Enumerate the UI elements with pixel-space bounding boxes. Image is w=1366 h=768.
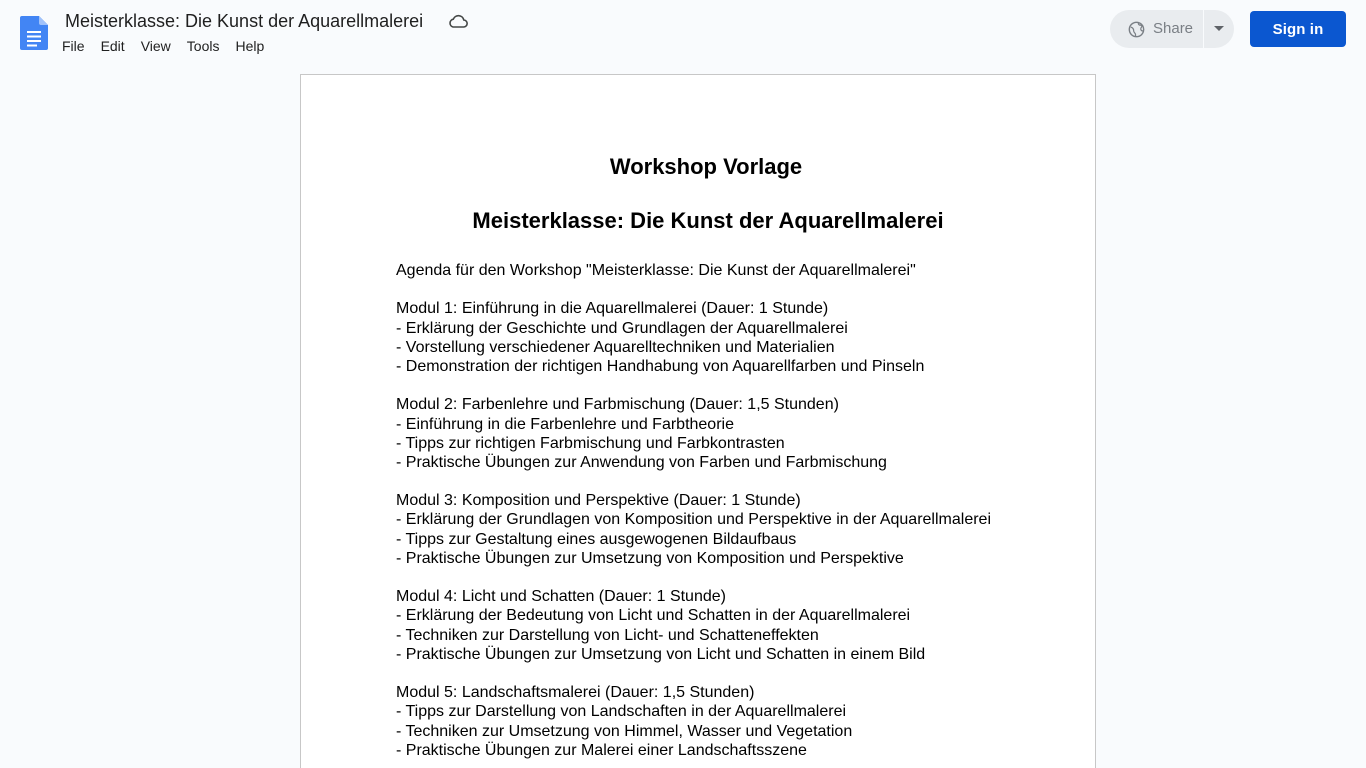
document-subheading: Meisterklasse: Die Kunst der Aquarellmalerei <box>472 208 944 233</box>
module-title: Modul 4: Licht und Schatten (Dauer: 1 Stunde) <box>396 588 726 606</box>
module-title: Modul 1: Einführung in die Aquarellmalerei (Dauer: 1 Stunde) <box>396 300 829 318</box>
module-item: - Demonstration der richtigen Handhabung von Aquarellfarben und Pinseln <box>396 357 925 375</box>
google-docs-icon[interactable] <box>20 16 48 50</box>
menu-help[interactable]: Help <box>235 38 265 54</box>
menu-file[interactable]: File <box>62 38 85 54</box>
module-item: - Erklärung der Grundlagen von Komposition und Perspektive in der Aquarellmalerei <box>396 511 991 529</box>
module-item: - Tipps zur Darstellung von Landschaften in der Aquarellmalerei <box>396 703 847 721</box>
module-item: - Tipps zur richtigen Farbmischung und Farbkontrasten <box>396 434 785 452</box>
module-item: - Praktische Übungen zur Umsetzung von Licht und Schatten in einem Bild <box>396 645 926 663</box>
module-item: - Vorstellung verschiedener Aquarelltechniken und Materialien <box>396 338 835 356</box>
document-heading: Workshop Vorlage <box>609 154 803 179</box>
document-title[interactable]: Meisterklasse: Die Kunst der Aquarellmalerei <box>65 11 424 31</box>
module-item: - Techniken zur Darstellung von Licht- und Schatteneffekten <box>396 626 819 644</box>
module-item: - Techniken zur Umsetzung von Himmel, Wasser und Vegetation <box>396 722 853 740</box>
share-button[interactable] <box>1110 10 1204 48</box>
share-dropdown-button[interactable] <box>1204 10 1234 48</box>
document-body <box>396 261 1056 760</box>
module-title: Modul 2: Farbenlehre und Farbmischung (Dauer: 1,5 Stunden) <box>396 396 839 414</box>
caret-down-icon <box>1214 26 1224 32</box>
share-label: Share <box>1153 20 1194 37</box>
module-title: Modul 5: Landschaftsmalerei (Dauer: 1,5 Stunden) <box>396 684 755 702</box>
module-item: - Tipps zur Gestaltung eines ausgewogenen Bildaufbaus <box>396 530 797 548</box>
document-page[interactable] <box>300 74 1096 768</box>
agenda-intro: Agenda für den Workshop "Meisterklasse: Die Kunst der Aquarellmalerei" <box>396 262 916 279</box>
cloud-saved-icon[interactable] <box>447 12 469 32</box>
globe-icon <box>1128 21 1145 38</box>
module-title: Modul 3: Komposition und Perspektive (Dauer: 1 Stunde) <box>396 492 801 510</box>
sign-in-button[interactable]: Sign in <box>1250 11 1346 47</box>
module-item: - Praktische Übungen zur Anwendung von Farben und Farbmischung <box>396 453 887 471</box>
share-button-group <box>1110 10 1234 48</box>
module-item: - Erklärung der Bedeutung von Licht und Schatten in der Aquarellmalerei <box>396 607 911 625</box>
module-item: - Erklärung der Geschichte und Grundlagen der Aquarellmalerei <box>396 319 848 337</box>
module-item: - Praktische Übungen zur Umsetzung von Komposition und Perspektive <box>396 549 904 567</box>
module-item: - Einführung in die Farbenlehre und Farbtheorie <box>396 415 734 433</box>
menu-tools[interactable]: Tools <box>186 38 220 54</box>
menu-bar <box>54 36 272 56</box>
menu-view[interactable]: View <box>140 38 171 54</box>
top-bar <box>0 0 1366 64</box>
module-item: - Praktische Übungen zur Malerei einer Landschaftsszene <box>396 741 807 759</box>
menu-edit[interactable]: Edit <box>100 38 125 54</box>
